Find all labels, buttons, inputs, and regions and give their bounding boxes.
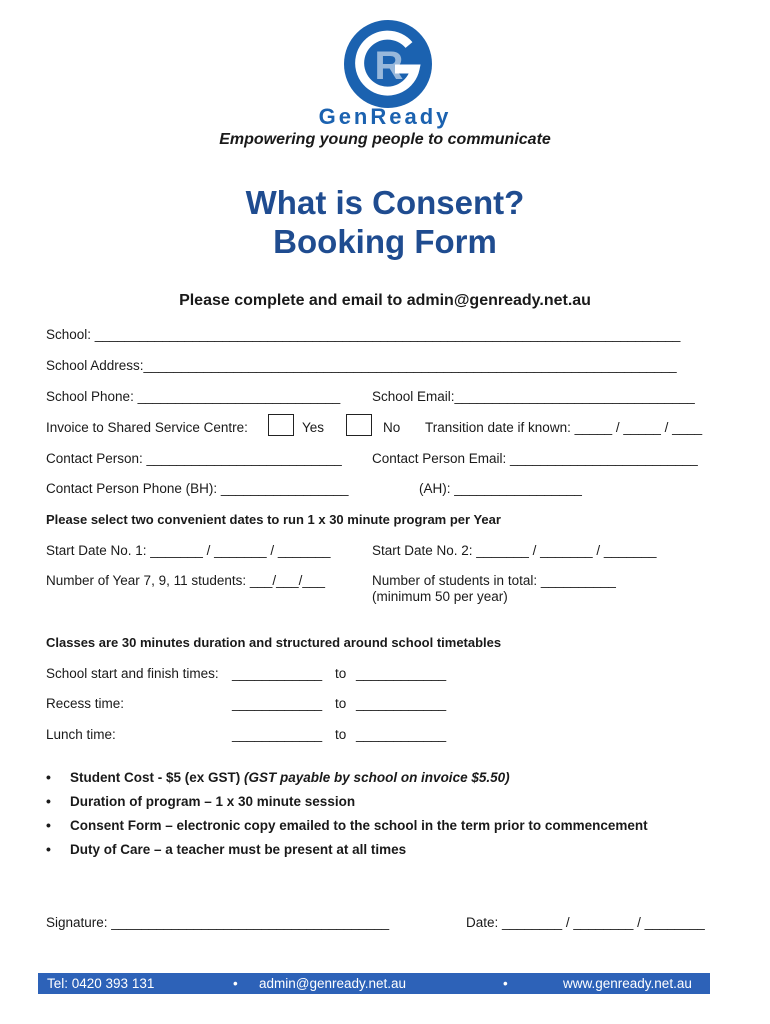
invoice-label: Invoice to Shared Service Centre:: [46, 420, 248, 435]
invoice-yes-checkbox[interactable]: [268, 414, 294, 436]
footer-bullet: •: [233, 976, 238, 991]
lunch-end-field[interactable]: ____________: [356, 727, 447, 742]
recess-end-field[interactable]: ____________: [356, 696, 447, 711]
start-finish-label: School start and finish times:: [46, 666, 219, 681]
list-item: • Consent Form – electronic copy emailed to the school in the term prior to commencement: [46, 818, 648, 842]
program-notes-list: [46, 770, 648, 866]
svg-text:R: R: [374, 44, 404, 88]
contact-person-field[interactable]: Contact Person: __________________________: [46, 451, 342, 466]
invoice-no-checkbox[interactable]: [346, 414, 372, 436]
to-label: to: [335, 727, 347, 742]
dates-heading: Please select two convenient dates to run 1 x 30 minute program per Year: [46, 512, 501, 527]
to-label: to: [335, 696, 347, 711]
total-students-field[interactable]: Number of students in total: __________: [372, 573, 616, 588]
start-date-1-field[interactable]: Start Date No. 1: _______ / _______ / _______: [46, 543, 331, 558]
footer-email-link[interactable]: admin@genready.net.au: [259, 976, 407, 991]
finish-time-field[interactable]: ____________: [356, 666, 447, 681]
page-title: What is Consent?: [245, 184, 525, 221]
lunch-start-field[interactable]: ____________: [232, 727, 323, 742]
lunch-label: Lunch time:: [46, 727, 116, 742]
instruction-text: Please complete and email to admin@genready.net.au: [179, 292, 591, 309]
classes-heading: Classes are 30 minutes duration and structured around school timetables: [46, 635, 502, 650]
footer-bullet: •: [503, 976, 508, 991]
start-time-field[interactable]: ____________: [232, 666, 323, 681]
recess-label: Recess time:: [46, 696, 125, 711]
school-address-field[interactable]: School Address:_______________________________________________________________________: [46, 358, 677, 373]
minimum-note: (minimum 50 per year): [372, 589, 508, 604]
school-field[interactable]: School: ______________________________________________________________________________: [46, 327, 681, 342]
list-item: • Student Cost - $5 (ex GST) (GST payable by school on invoice $5.50): [46, 770, 648, 794]
date-field[interactable]: Date: ________ / ________ / ________: [466, 915, 705, 930]
brand-name: GenReady: [318, 104, 452, 129]
contact-email-field[interactable]: Contact Person Email: _________________________: [372, 451, 698, 466]
list-item: • Duty of Care – a teacher must be present at all times: [46, 842, 648, 866]
school-email-field[interactable]: School Email:________________________________: [372, 389, 695, 404]
footer-bar: [38, 973, 710, 994]
page-subtitle: Booking Form: [273, 223, 497, 260]
yes-label: Yes: [302, 420, 325, 435]
start-date-2-field[interactable]: Start Date No. 2: _______ / _______ / _______: [372, 543, 657, 558]
transition-date-field[interactable]: Transition date if known: _____ / _____ / ____: [425, 420, 703, 435]
tagline: Empowering young people to communicate: [219, 131, 551, 148]
school-phone-field[interactable]: School Phone: ___________________________: [46, 389, 341, 404]
footer-website-link[interactable]: www.genready.net.au: [563, 976, 692, 991]
contact-phone-bh-field[interactable]: Contact Person Phone (BH): _________________: [46, 481, 349, 496]
recess-start-field[interactable]: ____________: [232, 696, 323, 711]
signature-field[interactable]: Signature: _____________________________________: [46, 915, 390, 930]
contact-phone-ah-field[interactable]: (AH): _________________: [419, 481, 582, 496]
footer-phone: Tel: 0420 393 131: [47, 976, 155, 991]
no-label: No: [383, 420, 401, 435]
list-item: • Duration of program – 1 x 30 minute session: [46, 794, 648, 818]
year-students-field[interactable]: Number of Year 7, 9, 11 students: ___/___/___: [46, 573, 325, 588]
to-label: to: [335, 666, 347, 681]
genready-logo-icon: [343, 19, 433, 109]
